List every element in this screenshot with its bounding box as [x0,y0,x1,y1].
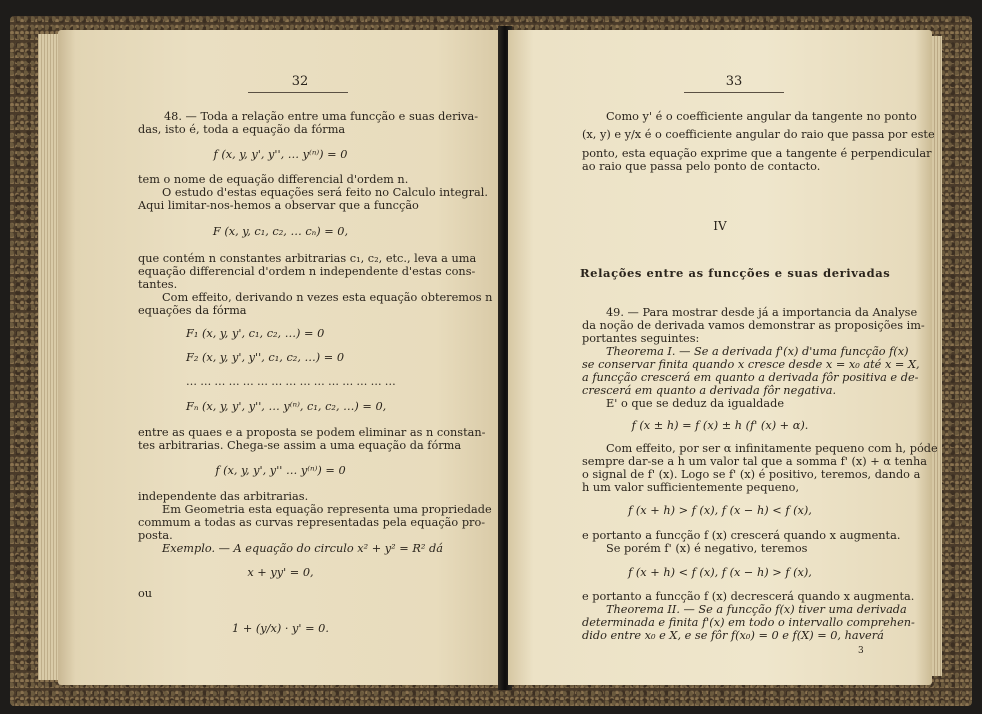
text-line: (x, y) e y/x é o coefficiente angular do raio que passa por este [582,128,935,141]
page-number-right: 33 [725,74,743,89]
text-line: Como y' é o coefficiente angular da tangente no ponto [606,110,917,123]
equation: F₂ (x, y, y', y'', c₁, c₂, …) = 0 [186,351,345,364]
text-line: independente das arbitrarias. [138,490,309,503]
text-line: sempre dar-se a h um valor tal que a somma f' (x) + α tenha [582,455,928,468]
text-line: dido entre x₀ e X, e se fôr f(x₀) = 0 e f(X) = 0, haverá [582,629,884,642]
text-line: Com effeito, derivando n vezes esta equação obteremos n [162,291,493,304]
text-line: Theorema I. — Se a derivada f'(x) d'uma funcção f(x) [606,345,909,358]
text-line: Se porém f' (x) é negativo, teremos [606,542,808,555]
left-page [58,30,503,685]
ellipsis-row: ……………………………………… [186,375,399,388]
text-line: h um valor sufficientemente pequeno, [582,481,800,494]
equation: f (x + h) < f (x), f (x − h) > f (x), [628,566,812,579]
equation: 1 + (y/x) · y' = 0. [232,622,329,635]
equation: f (x, y, y', y'', … y⁽ⁿ⁾) = 0 [213,148,348,161]
text-line: determinada e finita f'(x) em todo o intervallo comprehen- [582,616,915,629]
text-line: Exemplo. — A equação do circulo x² + y² = R² dá [162,542,443,555]
equation: f (x + h) > f (x), f (x − h) < f (x), [628,504,812,517]
text-line: ou [138,587,153,600]
equation: F₁ (x, y, y', c₁, c₂, …) = 0 [186,327,325,340]
text-line: 48. — Toda a relação entre uma funcção e suas deriva- [164,110,479,123]
text-line: da noção de derivada vamos demonstrar as proposições im- [582,319,925,332]
text-line: o signal de f' (x). Logo se f' (x) é positivo, teremos, dando a [582,468,921,481]
text-line: equação differencial d'ordem n independente d'estas cons- [138,265,476,278]
equation: f (x ± h) = f (x) ± h (f' (x) + α). [631,419,809,432]
text-line: tes arbitrarias. Chega-se assim a uma equação da fórma [138,439,462,452]
text-line: a funcção crescerá em quanto a derivada fôr positiva e de- [582,371,919,384]
text-line: E' o que se deduz da igualdade [606,397,785,410]
header-rule-left [248,92,348,93]
text-line: que contém n constantes arbitrarias c₁, c₂, etc., leva a uma [138,252,477,265]
text-line: tem o nome de equação differencial d'ordem n. [138,173,409,186]
text-line: Com effeito, por ser α infinitamente pequeno com h, póde [606,442,938,455]
text-line: Aqui limitar-nos-hemos a observar que a funcção [138,199,419,212]
section-numeral: IV [713,219,727,233]
text-line: 49. — Para mostrar desde já a importancia da Analyse [606,306,918,319]
equation: x + yy' = 0, [247,566,314,579]
section-heading: Relações entre as funcções e suas derivadas [580,266,891,280]
equation: f (x, y, y', y'' … y⁽ⁿ⁾) = 0 [215,464,346,477]
text-line: O estudo d'estas equações será feito no Calculo integral. [162,186,488,199]
text-line: tantes. [138,278,178,291]
text-line: crescerá em quanto a derivada fôr negativa. [582,384,837,397]
text-line: das, isto é, toda a equação da fórma [138,123,346,136]
equation: F (x, y, c₁, c₂, … cₙ) = 0, [212,225,349,238]
text-line: se conservar finita quando x cresce desde x = x₀ até x = X, [582,358,920,371]
text-line: entre as quaes e a proposta se podem eliminar as n constan- [138,426,486,439]
text-line: Em Geometria esta equação representa uma propriedade [162,503,492,516]
text-line: e portanto a funcção f (x) crescerá quando x augmenta. [582,529,901,542]
signature-mark: 3 [858,646,864,656]
text-line: Theorema II. — Se a funcção f(x) tiver uma derivada [606,603,907,616]
right-page [508,30,938,685]
text-line: e portanto a funcção f (x) decrescerá quando x augmenta. [582,590,915,603]
text-line: equações da fórma [138,304,247,317]
text-line: ponto, esta equação exprime que a tangente é perpendicular [582,147,932,160]
text-line: posta. [138,529,173,542]
text-line: ao raio que passa pelo ponto de contacto. [582,160,821,173]
text-line: commum a todas as curvas representadas pela equação pro- [138,516,486,529]
text-line: portantes seguintes: [582,332,700,345]
page-number-left: 32 [291,74,309,89]
equation: Fₙ (x, y, y', y'', … y⁽ⁿ⁾, c₁, c₂, …) = 0, [186,400,387,413]
header-rule-right [684,92,784,93]
